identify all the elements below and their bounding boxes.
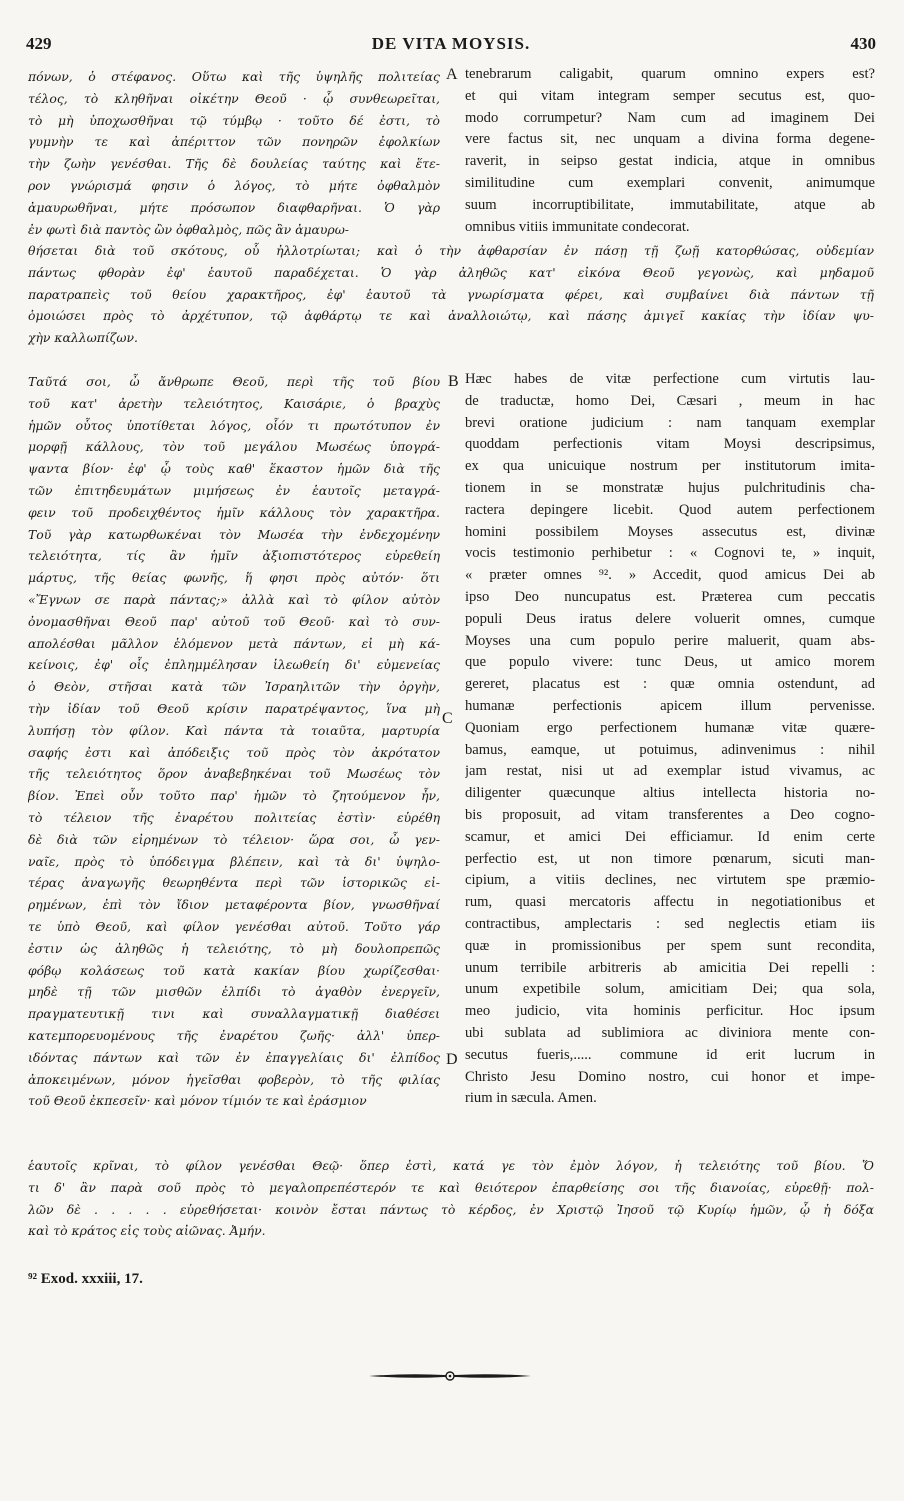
page-number-left: 429 [26,34,52,53]
greek-line: καὶ τὸ κράτος εἰς τοὺς αἰῶνας. Ἀμήν. [28,1223,266,1239]
greek-line: τὴν ζωὴν γενέσθαι. Τῆς δὲ δουλείας ταύτης καὶ ἕτε- [28,156,440,172]
greek-line: παρατραπεὶς τοῦ θείου χαρακτῆρος, ἐφ' ἑαυτοῦ τὰ γνωρίσματα φέρει, καὶ συμβαίνει διὰ πάντων τῇ [28,286,874,302]
greek-line: μηδὲ τῇ τῶν μισθῶν ἐλπίδι τὸ ἀγαθὸν ἐνεργεῖν, [28,984,440,1000]
greek-line: θήσεται διὰ τοῦ σκότους, οὗ ἠλλοτρίωται; καὶ ὁ τὴν ἀφθαρσίαν ἐν πάσῃ τῇ ζωῇ κατορθώσας, οὐδεμίαν [28,243,874,258]
greek-line: σαφής ἐστι καὶ ἀπόδειξις τοῦ πρὸς τὸν ἀκρότατον [28,744,440,760]
greek-line: τοῦ Θεοῦ ἐκπεσεῖν· καὶ μόνον τίμιόν τε καὶ ἐράσμιον [28,1093,367,1109]
greek-line: ψαντα βίον· ἐφ' ᾧ τοὺς καθ' ἕκαστον ἡμῶν διὰ τῆς [28,461,440,477]
latin-line: vere factus sit, nec unquam a divina forma degene- [465,131,875,148]
greek-line: τῶν ἐπιτηδευμάτων μιμήσεως ἐν ἑαυτοῖς μεταγρά- [28,482,440,498]
greek-line: φειν τοῦ προδειχθέντος ἡμῖν κάλλους τὸν χαρακτῆρα. [28,504,440,520]
latin-line: Moyses una cum populo perire maluerit, quam abs- [465,632,875,649]
greek-line: τοῦ κατ' ἀρετὴν τελειότητος, Καισάριε, ὁ βραχὺς [28,395,440,411]
greek-column-main [28,371,440,1112]
greek-line: φόβῳ κολάσεως τοῦ κατὰ κακίαν βίου χωρίζεσθαι· [28,962,440,978]
greek-line: ἀποκειμένων, μόνον ἡγεῖσθαι φοβερὸν, τὸ τῆς φιλίας [28,1071,440,1087]
greek-wide-paragraph [28,240,874,349]
greek-line: πόνων, ὁ στέφανος. Οὕτω καὶ τῆς ὑψηλῆς πολιτείας [28,69,440,84]
greek-line: τέρας ἀναγωγῆς θεωρηθέντα περὶ τῶν ἱστορικῶς εἰ- [28,875,440,891]
greek-line: τὸ τέλειον τῆς ἐναρέτου πολιτείας ἐστὶν· εὑρέθη [28,809,440,825]
latin-column-top [465,64,875,238]
latin-line: ractera depingere licebit. Quod autem perfectionem [465,501,875,518]
latin-line: que populo vivere: tunc Deus, ut amico morem [465,654,875,671]
greek-line: βίον. Ἐπεὶ οὖν τοῦτο παρ' ἡμῶν τὸ ζητούμενον ἦν, [28,788,440,804]
running-header [26,34,876,60]
greek-line: τι δ' ἂν παρὰ σοῦ πρὸς τὸ μεγαλοπρεπέστερόν τε καὶ θειότερον ἐπαρθείσης σοι τῆς διανοίας, εὑρεθῇ· πολ- [28,1179,874,1195]
greek-line: μάρτυς, τῆς θείας φωνῆς, ἥ φησι πρὸς αὐτόν· ὅτι [28,570,440,586]
greek-line: δὲ διὰ τῶν εἰρημένων τὸ τέλειον· ὥρα σοι, ὦ γεν- [28,831,440,847]
latin-line: gereret, placatus est : quæ omnia ostendunt, ad [465,676,875,693]
latin-line: vocis testimonio perhibetur : « Cognovi te, » inquit, [465,545,875,562]
latin-line: « præter omnes ⁹². » Accedit, quod amicus Dei ab [465,567,875,584]
latin-line: quoddam perfectionis vitam Moysi descripsimus, [465,436,875,453]
footnote: ⁹² Exod. xxxiii, 17. [28,1271,143,1287]
greek-line: ἐν φωτὶ διὰ παντὸς ὢν ὀφθαλμὸς, πῶς ἂν ἀμαυρω- [28,221,349,237]
latin-line: cipium, a vitiis declines, nec virtutem spe præmio- [465,872,875,889]
latin-line: homini possibilem Moyses assecutus est, divinæ [465,523,875,540]
page-number-right: 430 [850,34,876,53]
latin-line: Hæc habes de vitæ perfectione cum virtutis lau- [465,371,875,387]
latin-line: suum incorruptibilitate, immutabilitate, atque ab [465,196,875,213]
latin-line: et qui vitam integram semper secutus est, quo- [465,87,875,104]
latin-line: raverit, in seipso gestat indicia, atque in omnibus [465,153,875,170]
greek-line: τελειότητα, τίς ἂν ἡμῖν ἀξιοπιστότερος εὑρεθείη [28,548,440,564]
latin-line: tenebrarum caligabit, quarum omnino expers est? [465,66,875,82]
latin-line: unum terribile arbitreris ab amicitia Dei repelli : [465,959,875,976]
greek-line: μορφῇ κάλλους, τὸν τοῦ μεγάλου Μωσέως ὑπογρά- [28,439,440,455]
latin-line: Christo Jesu Domino nostro, cui honor et impe- [465,1068,875,1085]
latin-line: tionem in se monstratæ hujus pulchritudinis cha- [465,479,875,496]
greek-line: ἑαυτοῖς κρῖναι, τὸ φίλον γενέσθαι Θεῷ· ὅπερ ἐστὶ, κατά γε τὸν ἐμὸν λόγον, ἡ τελειότης τοῦ βίου. Ὅ [28,1158,874,1173]
greek-line: ὁ Θεὸν, στῆσαι κατὰ τῶν Ἰσραηλιτῶν τὴν ὀργὴν, [28,679,440,695]
greek-line: τέλος, τὸ κληθῆναι οἰκέτην Θεοῦ · ᾧ συνθεωρεῖται, [28,90,440,106]
greek-line: λῶν δὲ . . . . . εὑρεθήσεται· κοινὸν ἔσται πάντως τὸ κέρδος, ἐν Χριστῷ Ἰησοῦ τῷ Κυρίῳ ἡμῶν, ᾧ ἡ δόξα [28,1201,874,1217]
latin-line: quæ in promissionibus per spem sunt recondita, [465,937,875,954]
running-title: DE VITA MOYSIS. [371,34,531,53]
latin-line: meo judicio, vita hominis perficitur. Hoc ipsum [465,1003,875,1020]
greek-line: ἐστιν ὡς ἀληθῶς ἡ τελειότης, τὸ μὴ δουλοπρεπῶς [28,940,440,956]
greek-line: χὴν καλλωπίζων. [28,330,138,346]
margin-marker-b: B [448,373,459,390]
greek-line: τὸ μὴ ὑποχωσθῆναι τῷ τύμβῳ · τοῦτο δέ ἐστι, τὸ [28,112,440,128]
latin-line: similitudine cum exemplari convenit, animumque [465,174,875,191]
latin-line: unum expetibile solum, amicitiam Dei; qua sola, [465,981,875,998]
greek-closing-paragraph [28,1155,874,1242]
latin-line: modo corrumpetur? Nam cum ad imaginem Dei [465,109,875,126]
latin-line: bis proposuit, ad vitam transferentes a Deo cogno- [465,806,875,823]
greek-line: Τοῦ γὰρ κατωρθωκέναι τὸν Μωσέα τὴν ἐνδεχομένην [28,526,440,542]
greek-line: απολέσθαι μᾶλλον ἑλόμενον μετὰ πάντων, εἰ μὴ κά- [28,635,440,651]
latin-line: humanæ perfectionis apicem illum pervenisse. [465,697,875,714]
greek-line: τῆς τελειότητος ὅρον ἀναβεβηκέναι τοῦ Μωσέως τὸν [28,766,440,782]
greek-line: τε ὑπὸ Θεοῦ, καὶ φίλον γενέσθαι αὐτοῦ. Τοῦτο γάρ [28,918,440,934]
greek-line: πραγματευτικῇ τινι καὶ συναλλαγματικῇ διαθέσει [28,1006,440,1022]
latin-line: ipso Deo nuncupatus est. Præterea cum peccatis [465,588,875,605]
latin-line: omnibus vitiis immunitate condecorat. [465,218,690,235]
latin-line: jam restat, nisi ut ad exemplar istud vivamus, ac [465,763,875,780]
margin-marker-a: A [446,66,458,83]
greek-line: «Ἔγνων σε παρὰ πάντας;» ἀλλὰ καὶ τὸ φίλον αὐτὸν [28,591,440,607]
margin-marker-d: D [446,1051,458,1068]
latin-line: populi Deus iratus delere voluerit omnes, cumque [465,610,875,627]
latin-line: rium in sæcula. Amen. [465,1090,597,1107]
latin-line: Quoniam ergo perfectionem humanæ vitæ quære- [465,719,875,736]
greek-line: γυμνὴν τε καὶ ἀπέριττον τῶν πονηρῶν ἐφολκίων [28,134,440,150]
latin-line: secutus fueris,..... commune id erit lucrum in [465,1046,875,1063]
latin-line: de traductæ, homo Dei, Cæsari , meum in hac [465,392,875,409]
latin-line: contractibus, amplectaris : sed neglectis etiam iis [465,915,875,932]
greek-line: τὴν ἰδίαν τοῦ Θεοῦ κρίσιν παρατρέψαντος, ἵνα μὴ [28,700,440,716]
greek-line: πάντως φθορὰν ἐφ' ἑαυτοῦ παραδέχεται. Ὁ γὰρ ἀληθῶς κατ' εἰκόνα Θεοῦ γεγονὼς, καὶ μηδαμοῦ [28,264,874,280]
latin-line: perfectio est, ut non timore pœnarum, sicuti man- [465,850,875,867]
latin-column-main [465,369,875,1110]
latin-line: bamus, eamque, ut potuimus, adinvenimus : nihil [465,741,875,758]
greek-line: ὁμοιώσει πρὸς τὸ ἀρχέτυπον, τῷ ἀφθάρτῳ τε καὶ ἀναλλοιώτῳ, καὶ πάσης ἀμιγεῖ κακίας τὴν ἰδίαν ψυ- [28,308,874,324]
latin-line: scamur, et amici Dei efficiamur. Id enim certe [465,828,875,845]
margin-marker-c: C [442,710,453,727]
greek-line: κατεμπορευομένους τῆς ἐναρέτου ζωῆς· ἀλλ' ὑπερ- [28,1027,440,1043]
greek-line: λυπήσῃ τὸν φίλον. Καὶ πάντα τὰ τοιαῦτα, μαρτυρία [28,722,440,738]
latin-line: ubi sublata ad sublimiora ac diviniora mente con- [465,1024,875,1041]
greek-column-top [28,66,440,240]
latin-line: diligenter quæcunque altius intellecta historia no- [465,785,875,802]
greek-line: ἀμαυρωθῆναι, μήτε πρόσωπον διαφθαρῆναι. Ὁ γὰρ [28,199,440,215]
greek-line: ρημένων, ἐπὶ τὸν ἴδιον μεταφέροντα βίον, γνωσθῆναί [28,897,440,913]
greek-line: Ταῦτά σοι, ὦ ἄνθρωπε Θεοῦ, περὶ τῆς τοῦ βίου [28,374,440,389]
greek-line: κείνοις, ἐφ' οἷς ἐπλημμέλησαν ἱλεωθείη δι' εὐμενείας [28,657,440,673]
latin-line: ex qua unicuique nostrum per institutorum imita- [465,458,875,475]
greek-line: ὀνομασθῆναι Θεοῦ παρ' αὐτοῦ τοῦ Θεοῦ· καὶ τὸ συν- [28,613,440,629]
end-ornament [369,1370,531,1382]
greek-line: ιδόντας πάντων καὶ τῶν ἐν ἐπαγγελίαις δι' ἐλπίδος [28,1049,440,1065]
latin-line: rum, quasi mercatoris affectu in negotiationibus et [465,894,875,911]
greek-line: ρον γνώρισμά φησιν ὁ λόγος, τὸ μήτε ὀφθαλμὸν [28,177,440,193]
greek-line: ναῖε, πρὸς τὸ ὑπόδειγμα βλέπειν, καὶ τὰ δι' ὑψηλο- [28,853,440,869]
greek-line: ἡμῶν οὗτος ὑποτίθεται λόγος, οἷόν τι πρωτότυπον ἐν [28,417,440,433]
latin-line: brevi oratione judicium : nam tanquam exemplar [465,414,875,431]
